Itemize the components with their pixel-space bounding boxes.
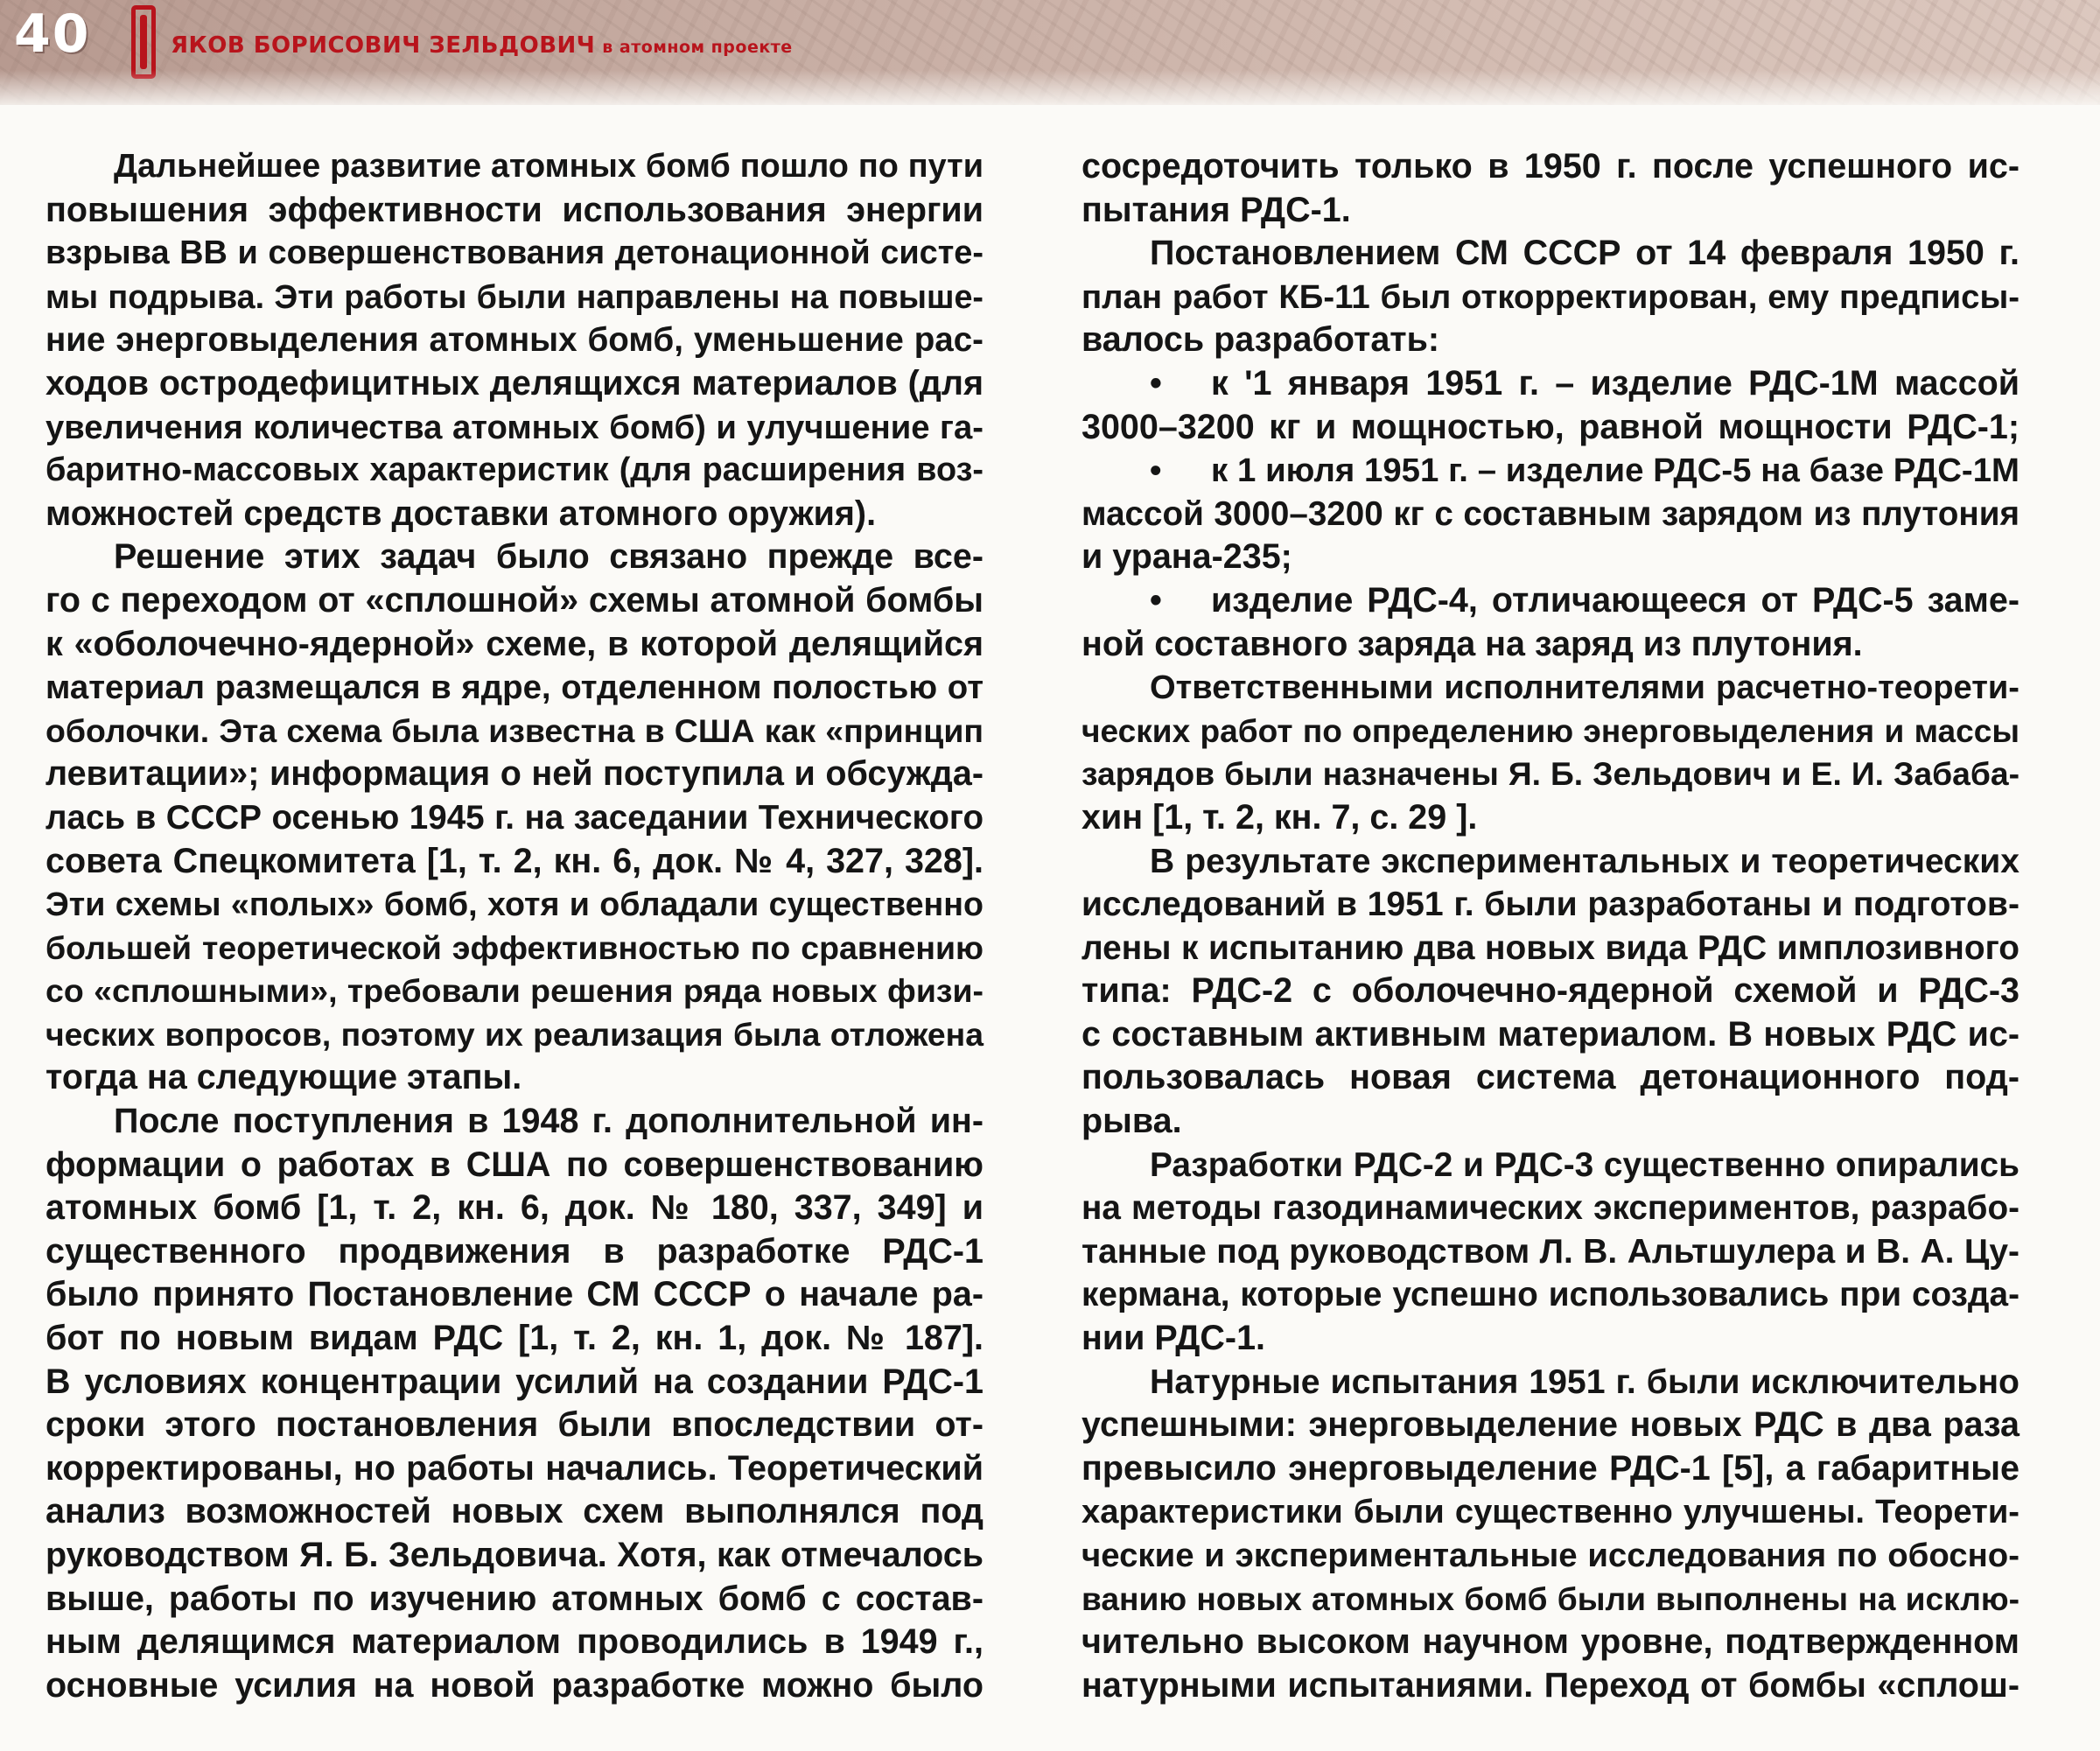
running-title-main: ЯКОВ БОРИСОВИЧ ЗЕЛЬДОВИЧ bbox=[171, 32, 596, 59]
text-line: ческих вопросов, поэтому их реализация была отложена bbox=[46, 1015, 984, 1053]
text-line: можностей средств доставки атомного оружия). bbox=[46, 494, 877, 533]
text-line: валось разработать: bbox=[1082, 320, 1440, 360]
text-line: характеристики были существенно улучшены. Теорети- bbox=[1082, 1493, 2020, 1531]
text-line: основные усилия на новой разработке можно было bbox=[46, 1665, 984, 1705]
text-line: ческих работ по определению энерговыделения и массы bbox=[1082, 711, 2020, 749]
bullet-icon: • bbox=[1150, 580, 1162, 620]
text-line: на методы газодинамических экспериментов, разрабо- bbox=[1082, 1189, 2020, 1228]
bullet-item bbox=[1082, 579, 2020, 623]
text-line: лены к испытанию два новых вида РДС имплозивного bbox=[1082, 928, 2020, 967]
text-line: хин [1, т. 2, кн. 7, с. 29 ]. bbox=[1082, 797, 1478, 837]
text-line: левитации»; информация о ней поступила и обсужда- bbox=[46, 754, 984, 794]
text-line: формации о работах в США по совершенствованию bbox=[46, 1145, 984, 1184]
text-line: Решение этих задач было связано прежде все- bbox=[114, 537, 984, 577]
text-line: превысило энерговыделение РДС-1 [5], а габаритные bbox=[1082, 1448, 2020, 1488]
text-line: Дальнейшее развитие атомных бомб пошло по пути bbox=[114, 148, 984, 185]
text-line: Ответственными исполнителями расчетно-теорети- bbox=[1150, 669, 2020, 707]
running-title bbox=[171, 30, 793, 61]
text-line: рыва. bbox=[1082, 1102, 1182, 1141]
text-line: бот по новым видам РДС [1, т. 2, кн. 1, док. № 187]. bbox=[46, 1319, 984, 1358]
text-line: сосредоточить только в 1950 г. после успешного ис- bbox=[1082, 147, 2020, 186]
bullet-icon: • bbox=[1150, 452, 1162, 490]
text-line: массой 3000–3200 кг с составным зарядом из плутония bbox=[1082, 494, 2020, 533]
text-line: ходов остродефицитных делящихся материалов (для bbox=[46, 363, 984, 403]
text-line: совета Спецкомитета [1, т. 2, кн. 6, док. № 4, 327, 328]. bbox=[46, 841, 984, 880]
text-line: выше, работы по изучению атомных бомб с состав- bbox=[46, 1579, 984, 1618]
text-line: план работ КБ-11 был откорректирован, ему предписы- bbox=[1082, 277, 2020, 316]
header-bracket-ornament bbox=[131, 5, 156, 79]
text-line: было принято Постановление СМ СССР о начале ра- bbox=[46, 1275, 984, 1314]
text-line: ванию новых атомных бомб были выполнены на исклю- bbox=[1082, 1579, 2020, 1617]
text-line: 3000–3200 кг и мощностью, равной мощности РДС-1; bbox=[1082, 407, 2020, 446]
page-number: 40 bbox=[14, 4, 91, 65]
text-line: и урана-235; bbox=[1082, 537, 1292, 577]
running-title-subtitle: в атомном проекте bbox=[602, 38, 793, 57]
text-line: В результате экспериментальных и теоретических bbox=[1150, 842, 2020, 880]
text-line: тогда на следующие этапы. bbox=[46, 1058, 522, 1097]
text-line: пользовалась новая система детонационного под- bbox=[1082, 1058, 2020, 1097]
text-line: Разработки РДС-2 и РДС-3 существенно опирались bbox=[1150, 1145, 2020, 1184]
text-line: с составным активным материалом. В новых РДС ис- bbox=[1082, 1014, 2020, 1054]
page-header bbox=[0, 0, 2100, 105]
text-line: пытания РДС-1. bbox=[1082, 190, 1351, 229]
text-line: мы подрыва. Эти работы были направлены на повыше- bbox=[46, 277, 984, 315]
text-line: увеличения количества атомных бомб) и улучшение га- bbox=[46, 408, 984, 446]
text-line: сроки этого постановления были впоследствии от- bbox=[46, 1405, 984, 1445]
text-line: зарядов были назначены Я. Б. Зельдович и Е. И. Забаба- bbox=[1082, 755, 2020, 793]
text-line: нии РДС-1. bbox=[1082, 1319, 1266, 1358]
text-line: существенного продвижения в разработке РДС-1 bbox=[46, 1231, 984, 1271]
bullet-item bbox=[1082, 362, 2020, 406]
text-line: успешными: энерговыделение новых РДС в два раза bbox=[1082, 1405, 2020, 1445]
text-line: натурными испытаниями. Переход от бомбы «сплош- bbox=[1082, 1665, 2020, 1705]
text-line: исследований в 1951 г. были разработаны и подготов- bbox=[1082, 886, 2020, 924]
left-text-column bbox=[46, 145, 984, 1707]
text-line: взрыва ВВ и совершенствования детонационной систе- bbox=[46, 235, 984, 272]
text-line: ческие и экспериментальные исследования по обосно- bbox=[1082, 1537, 2020, 1574]
text-line: повышения эффективности использования энергии bbox=[46, 190, 984, 229]
text-line: танные под руководством Л. В. Альтшулера и В. А. Цу- bbox=[1082, 1232, 2020, 1271]
text-line: кермана, которые успешно использовались при созда- bbox=[1082, 1276, 2020, 1314]
text-line: После поступления в 1948 г. дополнительной ин- bbox=[114, 1102, 984, 1141]
text-line: чительно высоком научном уровне, подтвержденном bbox=[1082, 1622, 2020, 1662]
text-line: со «сплошными», требовали решения ряда новых физи- bbox=[46, 972, 984, 1010]
text-line: большей теоретической эффективностью по сравнению bbox=[46, 928, 984, 966]
text-line: го с переходом от «сплошной» схемы атомной бомбы bbox=[46, 580, 984, 620]
text-line: ным делящимся материалом проводились в 1949 г., bbox=[46, 1622, 984, 1662]
text-line: ной составного заряда на заряд из плутония. bbox=[1082, 624, 1863, 663]
header-bracket-bar bbox=[140, 15, 147, 69]
bullet-item bbox=[1082, 449, 2020, 493]
text-line: корректированы, но работы начались. Теоретический bbox=[46, 1448, 984, 1488]
text-line: Эти схемы «полых» бомб, хотя и обладали существенно bbox=[46, 886, 984, 923]
bullet-icon: • bbox=[1150, 363, 1162, 403]
text-line: руководством Я. Б. Зельдовича. Хотя, как отмечалось bbox=[46, 1536, 984, 1574]
text-line: материал размещался в ядре, отделенном полостью от bbox=[46, 669, 984, 707]
text-line: Натурные испытания 1951 г. были исключительно bbox=[1150, 1362, 2020, 1401]
text-line: ние энерговыделения атомных бомб, уменьшение рас- bbox=[46, 321, 984, 360]
text-line: анализ возможностей новых схем выполнялся под bbox=[46, 1492, 984, 1531]
bullet-text: к '1 января 1951 г. – изделие РДС-1М массой bbox=[1211, 363, 2020, 403]
text-line: Постановлением СМ СССР от 14 февраля 1950 г. bbox=[1150, 234, 2020, 273]
bullet-text: к 1 июля 1951 г. – изделие РДС-5 на базе РДС-1М bbox=[1211, 452, 2020, 490]
text-line: к «оболочечно-ядерной» схеме, в которой делящийся bbox=[46, 624, 984, 663]
text-line: баритно-массовых характеристик (для расширения воз- bbox=[46, 452, 984, 489]
text-line: типа: РДС-2 с оболочечно-ядерной схемой и РДС-3 bbox=[1082, 971, 2020, 1011]
text-line: оболочки. Эта схема была известна в США как «принцип bbox=[46, 711, 984, 749]
text-line: В условиях концентрации усилий на создании РДС-1 bbox=[46, 1362, 984, 1401]
text-line: атомных бомб [1, т. 2, кн. 6, док. № 180, 337, 349] и bbox=[46, 1188, 984, 1228]
header-fade bbox=[0, 70, 2100, 105]
right-text-column bbox=[1082, 145, 2020, 1707]
text-line: лась в СССР осенью 1945 г. на заседании Технического bbox=[46, 798, 984, 837]
bullet-text: изделие РДС-4, отличающееся от РДС-5 заме- bbox=[1211, 580, 2020, 620]
